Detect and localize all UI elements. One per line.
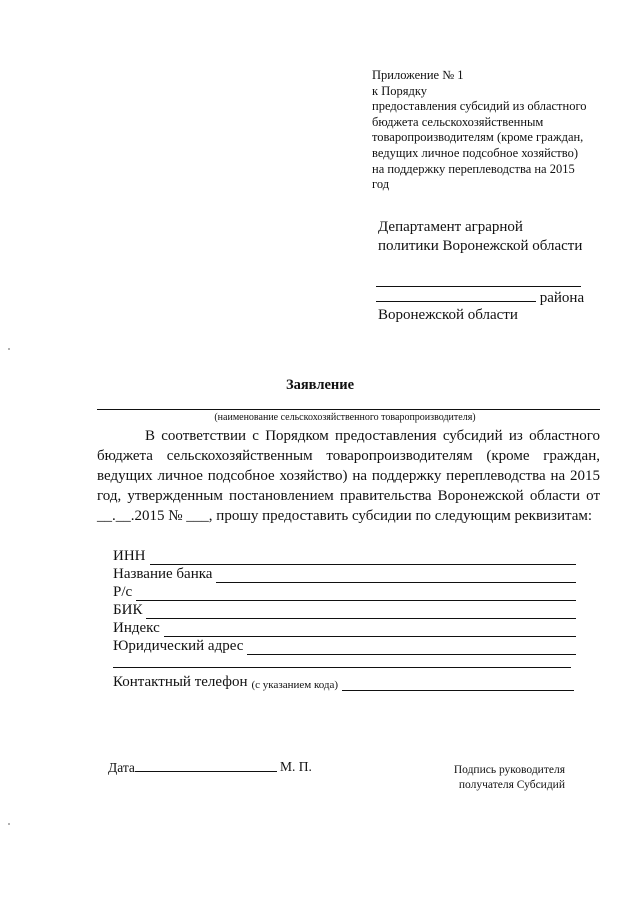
inn-label: ИНН	[113, 548, 146, 564]
addressee-line-2: политики Воронежской области	[378, 238, 583, 254]
bank-name-label: Название банка	[113, 566, 213, 582]
bik-row	[113, 602, 576, 619]
date-field[interactable]	[135, 759, 277, 772]
appendix-line: товаропроизводителям (кроме граждан,	[372, 130, 584, 145]
bank-name-field[interactable]	[216, 570, 576, 583]
document-title: Заявление	[285, 377, 355, 393]
inn-field[interactable]	[150, 552, 577, 565]
date-label: Дата	[108, 760, 135, 775]
legal-address-row	[113, 638, 576, 655]
signature-block	[435, 763, 565, 793]
body-paragraph: В соответствии с Порядком предоставления субсидий из областного бюджета сельскохозяйственным товаропроизводителям (кроме граждан, ведущих личное подсобное хозяйство) на поддержку переплеводства на 2015 год, утвержденным постановлением правительства Воронежской области от __.__.2015 № ___, прошу предоставить субсидии по следующим реквизитам:	[97, 428, 600, 524]
district-suffix: района	[539, 290, 585, 306]
body-text	[97, 426, 600, 526]
signature-line-1: Подпись руководителя	[453, 764, 565, 776]
phone-row	[113, 674, 574, 691]
account-row	[113, 584, 576, 601]
appendix-line: бюджета сельскохозяйственным	[372, 114, 544, 129]
index-row	[113, 620, 576, 637]
scan-speck	[8, 823, 10, 825]
producer-caption: (наименование сельскохозяйственного товаропроизводителя)	[214, 412, 476, 423]
account-label: Р/с	[113, 584, 133, 600]
region-label: Воронежской области	[378, 307, 518, 323]
appendix-line: ведущих личное подсобное хозяйство)	[372, 145, 578, 160]
legal-address-continuation-field[interactable]	[113, 667, 571, 668]
stamp-label: М. П.	[280, 759, 312, 774]
appendix-line: Приложение № 1	[372, 68, 464, 82]
index-label: Индекс	[113, 620, 160, 636]
appendix-block	[372, 68, 612, 193]
producer-name-field[interactable]	[97, 409, 600, 410]
bik-field[interactable]	[146, 606, 576, 619]
index-field[interactable]	[164, 624, 576, 637]
phone-label: Контактный телефон	[113, 674, 248, 690]
appendix-line: год	[372, 177, 390, 192]
legal-address-field[interactable]	[247, 642, 576, 655]
scan-speck	[8, 348, 10, 350]
legal-address-label: Юридический адрес	[113, 638, 244, 654]
appendix-line: к Порядку	[372, 83, 427, 98]
bik-label: БИК	[113, 602, 143, 618]
account-field[interactable]	[136, 588, 576, 601]
inn-row	[113, 548, 576, 565]
district-line	[376, 289, 584, 307]
district-field[interactable]	[376, 289, 536, 302]
phone-field[interactable]	[342, 678, 574, 691]
date-row	[108, 759, 277, 776]
phone-note: (с указанием кода)	[251, 679, 339, 691]
addressee-line-1: Департамент аграрной	[378, 219, 523, 235]
addressee-blank-line[interactable]	[376, 286, 581, 287]
appendix-line: предоставления субсидий из областного	[372, 99, 587, 114]
bank-name-row	[113, 566, 576, 583]
appendix-line: на поддержку переплеводства на 2015	[372, 161, 575, 176]
addressee-block	[378, 218, 582, 256]
signature-line-2: получателя Субсидий	[458, 779, 565, 791]
